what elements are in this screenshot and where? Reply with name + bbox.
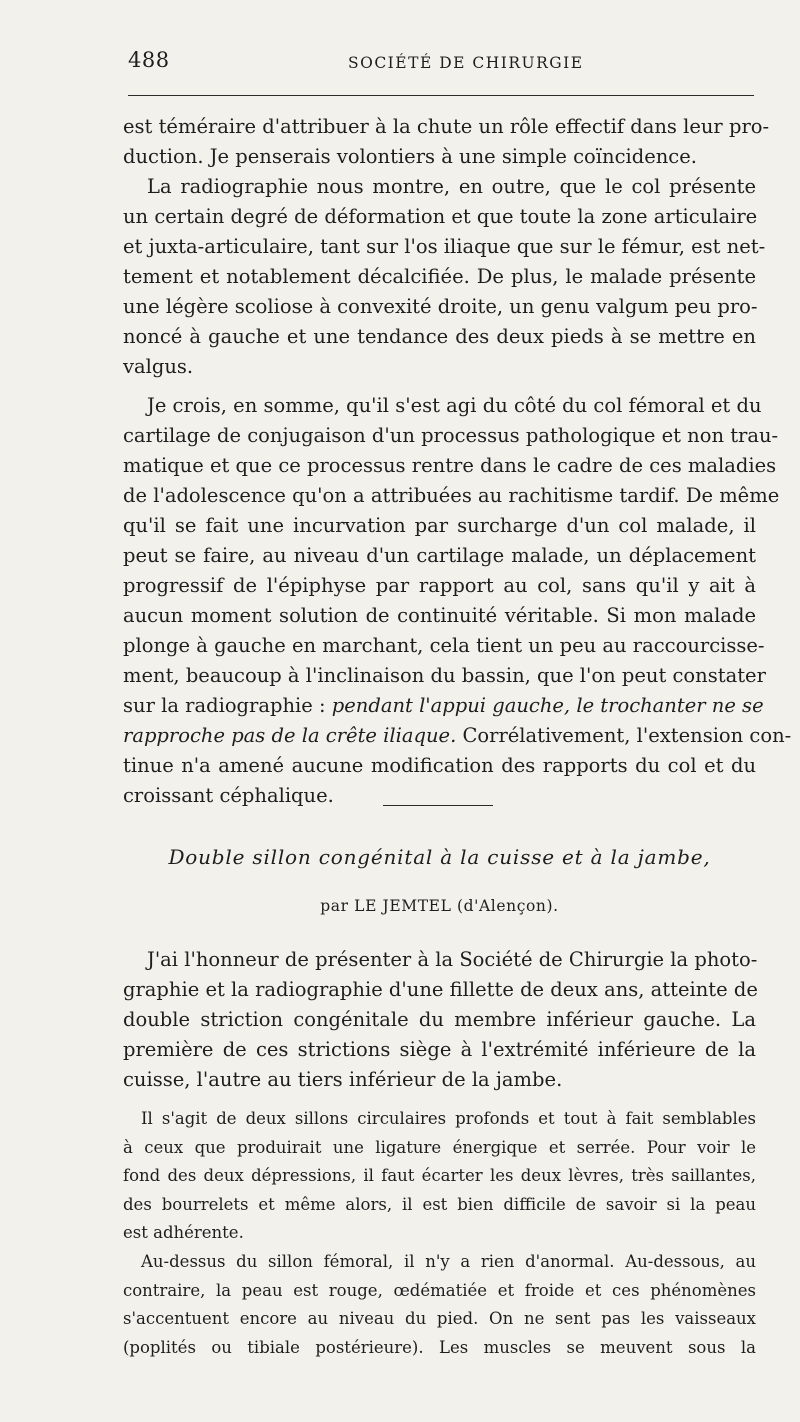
text-line: de l'adolescence qu'on a attribuées au rachitisme tardif. De même — [123, 484, 780, 507]
paragraph-5 — [123, 1248, 756, 1362]
text-line — [123, 691, 764, 721]
text-line: (poplités ou tibiale postérieure). Les muscles se meuvent sous la — [123, 1337, 756, 1357]
text-line: qu'il se fait une incurvation par surcharge d'un col malade, il — [123, 514, 756, 537]
text-run: sur la radiographie : — [123, 694, 332, 717]
text-line: double striction congénitale du membre inférieur gauche. La — [123, 1008, 756, 1031]
page-header — [128, 48, 754, 78]
italic-run: rapproche pas de la crête iliaque. — [123, 724, 457, 747]
text-line: des bourrelets et même alors, il est bien difficile de savoir si la peau — [123, 1194, 756, 1214]
text-line: est téméraire d'attribuer à la chute un rôle effectif dans leur pro- — [123, 115, 770, 138]
text-line: et juxta-articulaire, tant sur l'os iliaque que sur le fémur, est net- — [123, 235, 766, 258]
text-line: Je crois, en somme, qu'il s'est agi du côté du col fémoral et du — [147, 394, 762, 417]
text-line: duction. Je penserais volontiers à une simple coïncidence. — [123, 145, 697, 168]
section-title: Double sillon congénital à la cuisse et à la jambe, — [168, 845, 711, 869]
text-line: valgus. — [123, 355, 194, 378]
text-line: ment, beaucoup à l'inclinaison du bassin, que l'on peut constater — [123, 664, 766, 687]
text-line: tement et notablement décalcifiée. De plus, le malade présente — [123, 265, 756, 288]
text-line: fond des deux dépressions, il faut écarter les deux lèvres, très saillantes, — [123, 1166, 756, 1186]
paragraph-2 — [123, 391, 792, 811]
text-line: cartilage de conjugaison d'un processus pathologique et non trau- — [123, 424, 779, 447]
text-line: progressif de l'épiphyse par rapport au col, sans qu'il y ait à — [123, 574, 756, 597]
text-line: matique et que ce processus rentre dans le cadre de ces maladies — [123, 454, 777, 477]
text-line: contraire, la peau est rouge, œdématiée et froide et ces phénomènes — [123, 1280, 756, 1300]
page-number: 488 — [128, 48, 170, 72]
text-line: J'ai l'honneur de présenter à la Société de Chirurgie la photo- — [147, 948, 758, 971]
italic-run: pendant l'appui gauche, le trochanter ne se — [331, 694, 764, 717]
text-line: La radiographie nous montre, en outre, que le col présente — [147, 175, 756, 198]
section-byline: par LE JEMTEL (d'Alençon). — [320, 897, 559, 915]
text-line: plonge à gauche en marchant, cela tient un peu au raccourcisse- — [123, 634, 765, 657]
paragraph-4 — [123, 1105, 756, 1248]
section-separator — [383, 805, 493, 806]
running-title: SOCIÉTÉ DE CHIRURGIE — [348, 54, 584, 72]
text-line: Au-dessus du sillon fémoral, il n'y a rien d'anormal. Au-dessous, au — [141, 1252, 756, 1271]
text-line: cuisse, l'autre au tiers inférieur de la jambe. — [123, 1068, 563, 1091]
header-rule — [128, 95, 754, 96]
text-line: noncé à gauche et une tendance des deux pieds à se mettre en — [123, 325, 756, 348]
text-line — [123, 721, 792, 751]
text-line: aucun moment solution de continuité véritable. Si mon malade — [123, 604, 756, 627]
paragraph-1 — [123, 112, 770, 382]
text-line: s'accentuent encore au niveau du pied. On ne sent pas les vaisseaux — [123, 1309, 756, 1329]
text-run: Corrélativement, l'extension con- — [456, 724, 792, 747]
paragraph-3 — [123, 945, 756, 1095]
text-line: croissant céphalique. — [123, 784, 334, 807]
text-line: tinue n'a amené aucune modification des rapports du col et du — [123, 754, 756, 777]
text-line: Il s'agit de deux sillons circulaires profonds et tout à fait semblables — [141, 1109, 756, 1128]
text-line: peut se faire, au niveau d'un cartilage malade, un déplacement — [123, 544, 756, 567]
text-line: première de ces strictions siège à l'extrémité inférieure de la — [123, 1038, 756, 1061]
text-line: un certain degré de déformation et que toute la zone articulaire — [123, 205, 758, 228]
text-line: graphie et la radiographie d'une fillette de deux ans, atteinte de — [123, 978, 758, 1001]
text-line: est adhérente. — [123, 1223, 244, 1243]
text-line: une légère scoliose à convexité droite, un genu valgum peu pro- — [123, 295, 758, 318]
text-line: à ceux que produirait une ligature énergique et serrée. Pour voir le — [123, 1137, 756, 1157]
